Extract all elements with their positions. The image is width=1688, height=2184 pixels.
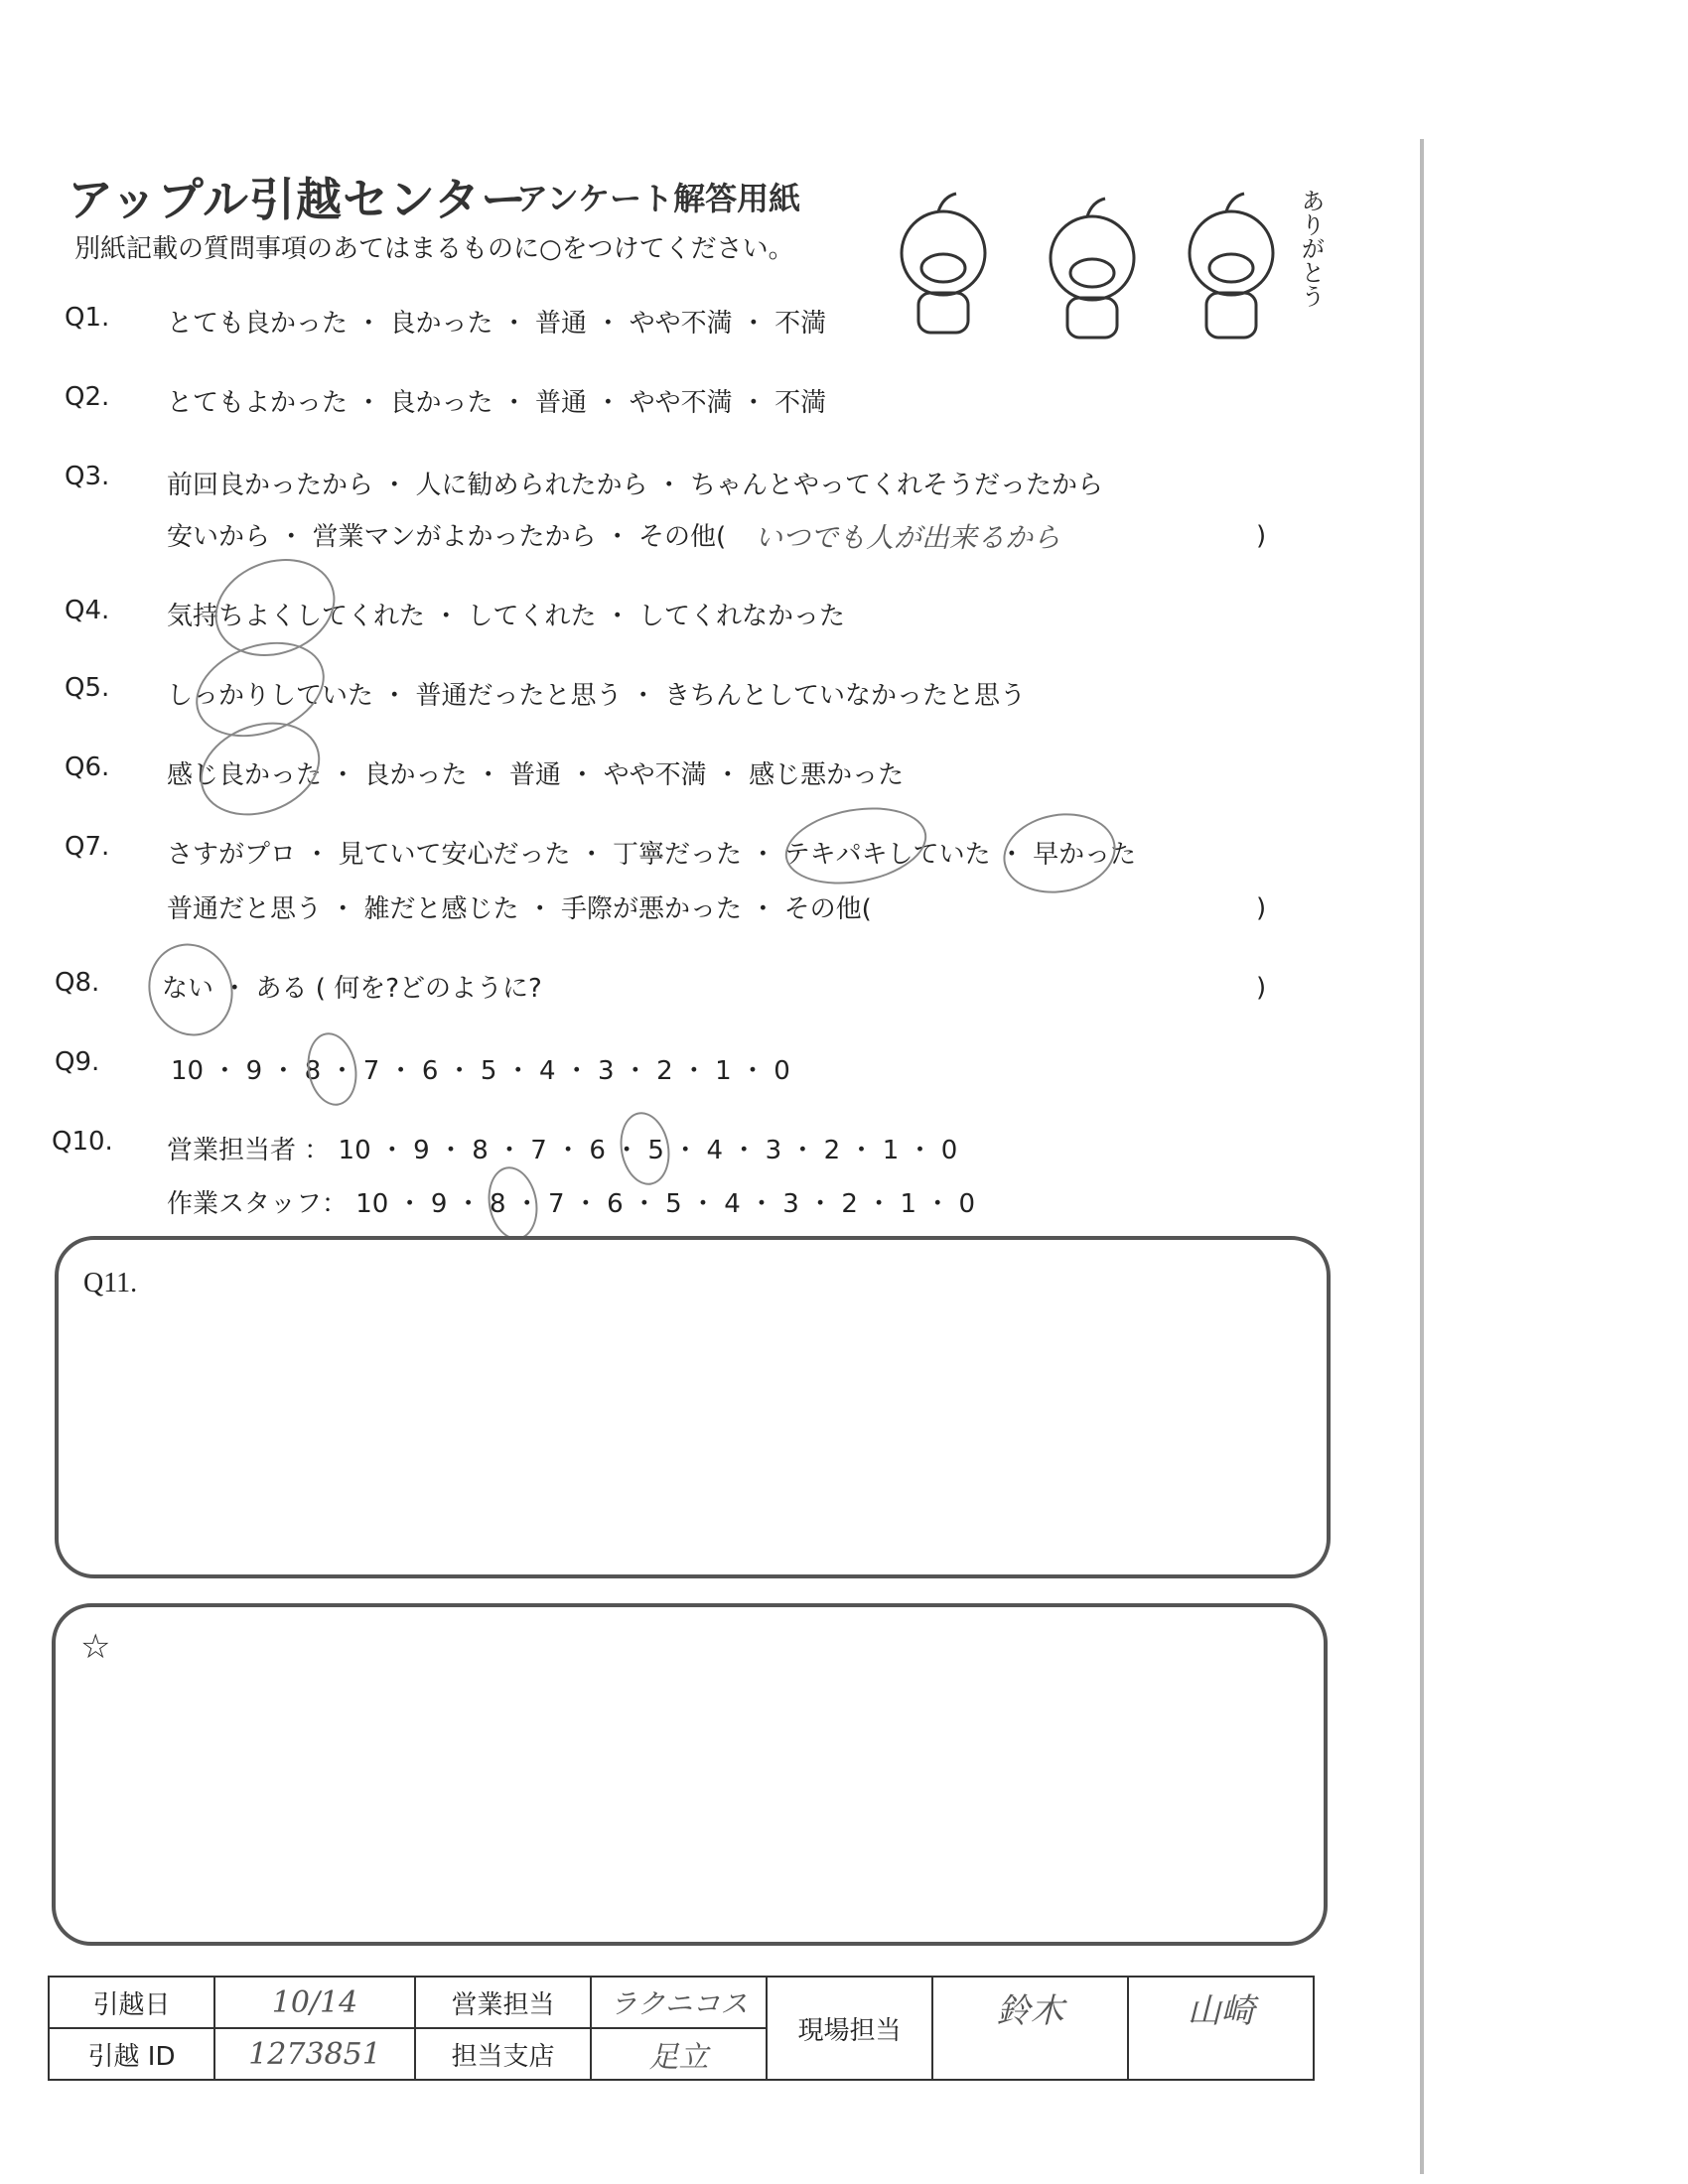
move-info-table	[48, 1976, 1315, 2081]
form-subtitle: アンケート解答用紙	[516, 180, 801, 217]
q3-options-line1: 前回良かったから ・ 人に勧められたから ・ ちゃんとやってくれそうだったから	[167, 471, 1104, 500]
site-staff-1: 鈴木	[932, 1977, 1128, 2080]
q7-close-paren: )	[1256, 893, 1267, 923]
move-id-value: 1273851	[214, 2028, 415, 2080]
q8-close-paren: )	[1256, 973, 1267, 1003]
company-title: アップル引越センター	[68, 173, 528, 226]
move-id-label: 引越 ID	[49, 2028, 214, 2080]
q10-label: Q10.	[52, 1127, 113, 1157]
q6-label: Q6.	[65, 752, 110, 782]
q8-options: ない ・ ある ( 何を?どのように?	[162, 974, 542, 1004]
q7-label: Q7.	[65, 832, 110, 862]
q5-label: Q5.	[65, 673, 110, 703]
branch-label: 担当支店	[415, 2028, 591, 2080]
q9-label: Q9.	[55, 1047, 100, 1077]
q10-staff-answer-circle	[483, 1162, 543, 1243]
sales-value: ラクニコス	[591, 1977, 767, 2028]
q6-options: 感じ良かった ・ 良かった ・ 普通 ・ やや不満 ・ 感じ悪かった	[167, 760, 905, 790]
q8-label: Q8.	[55, 968, 100, 998]
sales-label: 営業担当	[415, 1977, 591, 2028]
move-date-value: 10/14	[214, 1977, 415, 2028]
mascot-thanks-text: ありがとう	[1297, 189, 1325, 308]
q1-options: とても良かった ・ 良かった ・ 普通 ・ やや不満 ・ 不満	[167, 309, 827, 339]
q8-answer-circle	[135, 931, 245, 1047]
page-edge-line	[1420, 139, 1424, 2174]
q11-box-label: Q11.	[83, 1268, 138, 1298]
q7-answer-circle-2	[997, 805, 1122, 902]
q4-label: Q4.	[65, 596, 110, 625]
q9-options: 10 ・ 9 ・ 8 ・ 7 ・ 6 ・ 5 ・ 4 ・ 3 ・ 2 ・ 1 ・ 0	[171, 1056, 790, 1086]
q3-other-handwritten: いつでも人が出来るから	[755, 521, 1061, 554]
branch-value: 足立	[591, 2028, 767, 2080]
q7-options-line1: さすがプロ ・ 見ていて安心だった ・ 丁寧だった ・ テキパキしていた ・ 早かった	[167, 840, 1137, 870]
q3-label: Q3.	[65, 462, 110, 491]
q1-label: Q1.	[65, 303, 110, 333]
site-label: 現場担当	[767, 1977, 932, 2080]
star-comment-box[interactable]	[52, 1603, 1328, 1946]
q3-close-paren: )	[1256, 521, 1267, 551]
q7-answer-circle-1	[779, 797, 933, 894]
q10-sales-answer-circle	[615, 1108, 675, 1188]
q4-options: 気持ちよくしてくれた ・ してくれた ・ してくれなかった	[167, 602, 846, 631]
move-date-label: 引越日	[49, 1977, 214, 2028]
q3-options-line2: 安いから ・ 営業マンがよかったから ・ その他(	[167, 522, 727, 552]
q9-answer-circle	[302, 1028, 362, 1109]
q10-staff-options: 作業スタッフ： 10 ・ 9 ・ 8 ・ 7 ・ 6 ・ 5 ・ 4 ・ 3 ・ 2 ・ 1 ・ 0	[167, 1189, 976, 1219]
instruction-text: 別紙記載の質問事項のあてはまるものに○をつけてください。	[74, 234, 794, 264]
q2-options: とてもよかった ・ 良かった ・ 普通 ・ やや不満 ・ 不満	[167, 388, 827, 418]
q10-sales-options: 営業担当者 ： 10 ・ 9 ・ 8 ・ 7 ・ 6 ・ 5 ・ 4 ・ 3 ・ 2 ・ 1 ・ 0	[167, 1136, 958, 1165]
q11-comment-box[interactable]	[55, 1236, 1331, 1578]
star-icon: ☆	[80, 1629, 111, 1666]
q7-options-line2: 普通だと思う ・ 雑だと感じた ・ 手際が悪かった ・ その他(	[167, 894, 872, 924]
site-staff-2: 山崎	[1128, 1977, 1314, 2080]
mascot-illustration	[864, 179, 1311, 347]
q5-options: しっかりしていた ・ 普通だったと思う ・ きちんとしていなかったと思う	[167, 681, 1027, 711]
q2-label: Q2.	[65, 382, 110, 412]
